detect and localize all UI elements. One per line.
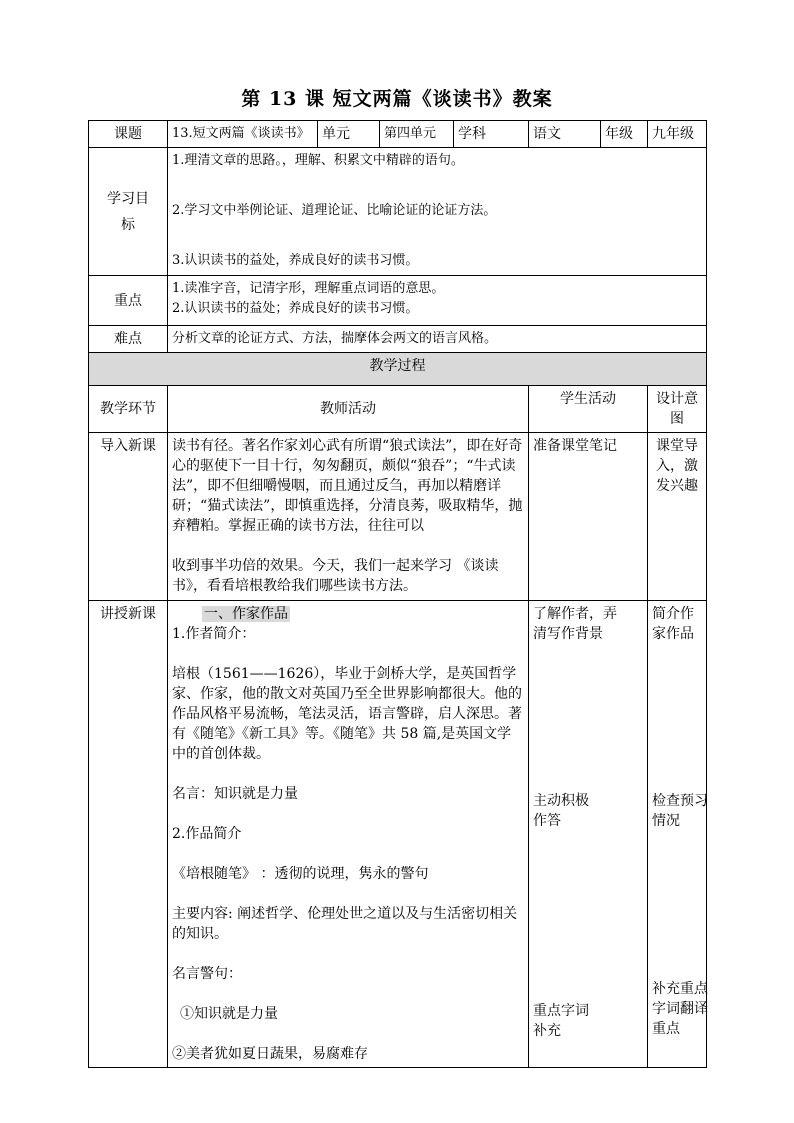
- section-title: [172, 604, 524, 624]
- lesson-plan-table: [88, 120, 707, 1068]
- quotes-heading: 名言警句：: [172, 966, 242, 982]
- key-point-item: 2.认识读书的益处；养成良好的读书习惯。: [172, 301, 419, 316]
- process-column-headers: [89, 386, 707, 433]
- intro-paragraph: 收到事半功倍的效果。今天，我们一起来学习 《谈读书》，看看培根教给我们哪些读书方法。: [172, 558, 499, 594]
- key-points-label: 重点: [89, 276, 168, 326]
- difficulty-label: 难点: [89, 326, 168, 353]
- teacher-header: 教师活动: [168, 386, 529, 433]
- topic-label: 课题: [89, 121, 168, 148]
- quote-item: ②美者犹如夏日蔬果，易腐难存: [172, 1046, 368, 1062]
- lecture-design: [648, 601, 707, 1068]
- author-bio: 培根（1561——1626），毕业于剑桥大学，是英国哲学家、作家，他的散文对英国乃至全世界影响都很大。他的作品风格平易流畅，笔法灵活，语言警辟，启人深思。著有《随笔》《新工具》等。《随笔》共 58 篇,是英国文学中的首创体裁。: [172, 666, 522, 762]
- author-heading: 1.作者简介：: [172, 626, 256, 642]
- motto: 名言：知识就是力量: [172, 786, 298, 802]
- objective-item: 3.认识读书的益处，养成良好的读书习惯。: [172, 253, 419, 268]
- unit-value: 第四单元: [380, 121, 454, 148]
- grade-label: 年级: [601, 121, 648, 148]
- intro-stage: 导入新课: [89, 433, 168, 601]
- objectives-row: [89, 148, 707, 276]
- process-title: 教学过程: [89, 353, 707, 386]
- header-row: [89, 121, 707, 148]
- document-title: 第 13 课 短文两篇《谈读书》教案: [241, 88, 553, 110]
- quote-item: ①知识就是力量: [180, 1006, 278, 1022]
- objective-item: 2.学习文中举例论证、道理论证、比喻论证的论证方法。: [172, 203, 497, 218]
- unit-label: 单元: [318, 121, 380, 148]
- key-points-row: [89, 276, 707, 326]
- student-header: 学生活动: [529, 386, 648, 433]
- intro-student-activity: 准备课堂笔记: [529, 433, 648, 601]
- objectives-label: 学习目标: [89, 148, 168, 276]
- work-description: 《培根随笔》 ：透彻的说理，隽永的警句: [172, 866, 429, 882]
- key-points-content: [168, 276, 707, 326]
- design-2: 检查预习情况: [652, 793, 708, 829]
- lecture-row: [89, 601, 707, 1068]
- lecture-student-activity: [529, 601, 648, 1068]
- difficulty-text: 分析文章的论证方式、方法，揣摩体会两文的语言风格。: [168, 326, 707, 353]
- topic-value: 13.短文两篇《谈读书》: [168, 121, 318, 148]
- subject-value: 语文: [529, 121, 601, 148]
- intro-row: [89, 433, 707, 601]
- process-title-row: [89, 353, 707, 386]
- grade-value: 九年级: [648, 121, 707, 148]
- subject-label: 学科: [454, 121, 529, 148]
- lecture-stage: 讲授新课: [89, 601, 168, 1068]
- student-activity-2: 主动积极作答: [533, 793, 589, 829]
- intro-teacher-activity: [168, 433, 529, 601]
- design-1: 简介作家作品: [652, 606, 694, 642]
- intro-paragraph: 读书有径。著名作家刘心武有所谓“狼式读法”，即在好奇心的驱使下一目十行，匆匆翻页，颇似“狼吞”；“牛式读法”，即不但细嚼慢咽，而且通过反刍，再加以精磨详研；“猫式读法”，即慎重选择，分清良莠，吸取精华，抛弃糟粕。掌握正确的读书方法，往往可以: [172, 438, 523, 534]
- design-3: 补充重点字词翻译重点: [652, 981, 708, 1037]
- intro-design: 课堂导入，激发兴趣: [648, 433, 707, 601]
- design-header: 设计意图: [648, 386, 707, 433]
- student-activity-1: 了解作者，弄清写作背景: [533, 606, 617, 642]
- stage-header: 教学环节: [89, 386, 168, 433]
- work-heading: 2.作品简介: [172, 826, 242, 842]
- objectives-content: [168, 148, 707, 276]
- difficulty-row: [89, 326, 707, 353]
- student-activity-3: 重点字词补充: [533, 1003, 589, 1039]
- objective-item: 1.理清文章的思路。，理解、积累文中精辟的语句。: [172, 153, 464, 168]
- main-content: 主要内容: 阐述哲学、伦理处世之道以及与生活密切相关的知识。: [172, 906, 518, 942]
- section-title-text: 一、作家作品: [204, 606, 288, 622]
- key-point-item: 1.读准字音，记清字形，理解重点词语的意思。: [172, 281, 445, 296]
- lecture-teacher-activity: [168, 601, 529, 1068]
